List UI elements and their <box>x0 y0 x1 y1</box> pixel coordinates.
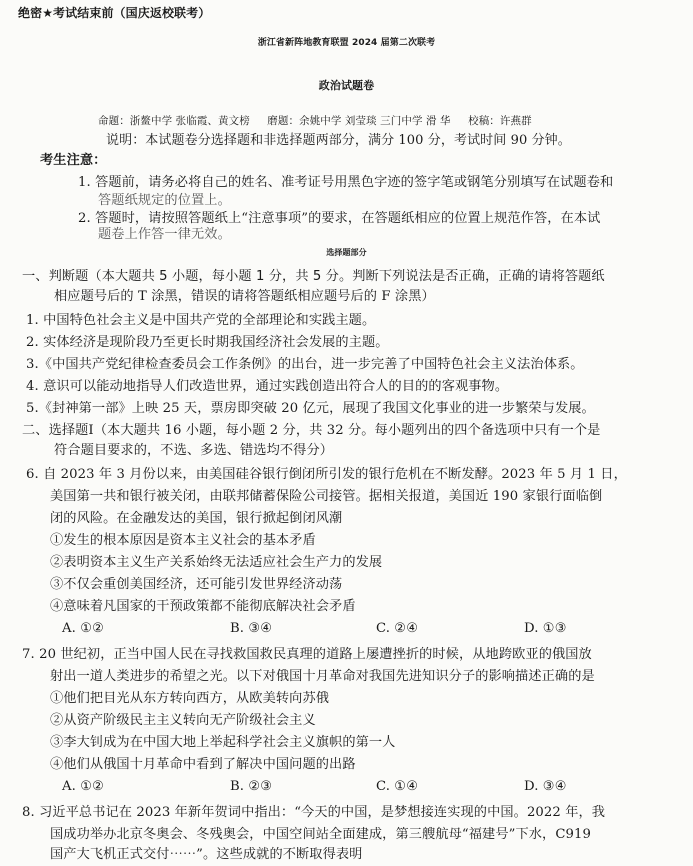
q6-option-d: D. ①③ <box>524 621 567 636</box>
q8-stem-line2: 国成功举办北京冬奥会、冬残奥会，中国空间站全面建成，第三艘航母“福建号”下水，C919 <box>50 827 591 842</box>
q7-option-b: B. ②③ <box>230 779 273 794</box>
exam-note: 说明：本试题卷分选择题和非选择题两部分，满分 100 分，考试时间 90 分钟。 <box>106 133 571 148</box>
judgment-1: 1. 中国特色社会主义是中国共产党的全部理论和实践主题。 <box>26 313 376 328</box>
q7-item-1: ①他们把目光从东方转向西方，从欧美转向苏俄 <box>50 691 330 706</box>
q7-item-4: ④他们从俄国十月革命中看到了解决中国问题的出路 <box>50 757 356 772</box>
notice-item-2: 2. 答题时，请按照答题纸上“注意事项”的要求，在答题纸相应的位置上规范作答，在本试 <box>78 211 601 226</box>
author-setter: 命题：浙鳌中学 张临霞、黄文榜 <box>98 115 250 127</box>
q7-stem-line1: 7. 20 世纪初，正当中国人民在寻找救国救民真理的道路上屡遭挫折的时候，从地跨欧亚的俄国放 <box>22 647 592 662</box>
q6-item-2: ②表明资本主义生产关系始终无法适应社会生产力的发展 <box>50 555 383 570</box>
part2-instruction-cont: 符合题目要求的，不选、多选、错选均不得分） <box>54 443 334 458</box>
author-proofreader: 校稿：许燕群 <box>468 115 532 127</box>
exam-title: 浙江省新阵地教育联盟 2024 届第二次联考 <box>257 38 436 48</box>
q7-option-c: C. ①④ <box>376 779 419 794</box>
q8-stem-line1: 8. 习近平总书记在 2023 年新年贺词中指出：“今天的中国，是梦想接连实现的中国。2022 年，我 <box>22 805 606 820</box>
q6-item-4: ④意味着凡国家的干预政策都不能彻底解决社会矛盾 <box>50 599 356 614</box>
q6-option-a: A. ①② <box>62 621 105 636</box>
q7-option-d: D. ③④ <box>524 779 567 794</box>
part1-instruction-cont: 相应题号后的 T 涂黑，错误的请将答题纸相应题号后的 F 涂黑） <box>54 289 435 304</box>
section-title: 选择题部分 <box>326 248 367 257</box>
notice-item-2-cont: 题卷上作答一律无效。 <box>98 227 231 242</box>
q7-option-a: A. ①② <box>62 779 105 794</box>
part1-instruction: 一、判断题（本大题共 5 小题，每小题 1 分，共 5 分。判断下列说法是否正确，正确的请将答题纸 <box>22 269 605 284</box>
judgment-5: 5.《封神第一部》上映 25 天，票房即突破 20 亿元，展现了我国文化事业的进一步繁荣与发展。 <box>26 401 595 416</box>
part2-instruction: 二、选择题Ⅰ（本大题共 16 小题，每小题 2 分，共 32 分。每小题列出的四个备选项中只有一个是 <box>22 423 601 438</box>
authors-line <box>98 112 546 130</box>
exam-subtitle: 政治试题卷 <box>318 79 375 92</box>
judgment-3: 3.《中国共产党纪律检查委员会工作条例》的出台，进一步完善了中国特色社会主义法治体系。 <box>26 357 584 372</box>
notice-title: 考生注意： <box>40 153 107 168</box>
q6-item-3: ③不仅会重创美国经济，还可能引发世界经济动荡 <box>50 577 343 592</box>
notice-item-1: 1. 答题前，请务必将自己的姓名、准考证号用黑色字迹的签字笔或钢笔分别填写在试题卷和 <box>78 175 614 190</box>
q6-stem-line2: 美国第一共和银行被关闭，由联邦储蓄保险公司接管。据相关报道，美国近 190 家银行面临倒 <box>50 489 603 504</box>
q6-option-c: C. ②④ <box>376 621 419 636</box>
confidential-mark: 绝密★考试结束前（国庆返校联考） <box>18 6 211 20</box>
q6-item-1: ①发生的根本原因是资本主义社会的基本矛盾 <box>50 533 316 548</box>
judgment-4: 4. 意识可以能动地指导人们改造世界，通过实践创造出符合人的目的的客观事物。 <box>26 379 509 394</box>
q8-stem-line3: 国产大飞机正式交付⋯⋯”。这些成就的不断取得表明 <box>50 847 363 862</box>
q6-option-b: B. ③④ <box>230 621 273 636</box>
q7-stem-line2: 射出一道人类进步的希望之光。以下对俄国十月革命对我国先进知识分子的影响描述正确的是 <box>50 669 595 684</box>
notice-item-1-cont: 答题纸规定的位置上。 <box>98 193 231 208</box>
q7-item-3: ③李大钊成为在中国大地上举起科学社会主义旗帜的第一人 <box>50 735 396 750</box>
q6-stem-line3: 闭的风险。在金融发达的美国，银行掀起倒闭风潮 <box>50 511 343 526</box>
q7-item-2: ②从资产阶级民主主义转向无产阶级社会主义 <box>50 713 316 728</box>
judgment-2: 2. 实体经济是现阶段乃至更长时期我国经济社会发展的主题。 <box>26 335 389 350</box>
author-reviewer: 磨题：余姚中学 刘莹琰 三门中学 滑 华 <box>267 115 451 127</box>
q6-stem-line1: 6. 自 2023 年 3 月份以来，由美国硅谷银行倒闭所引发的银行危机在不断发酵。2023 年 5 月 1 日， <box>26 467 627 482</box>
